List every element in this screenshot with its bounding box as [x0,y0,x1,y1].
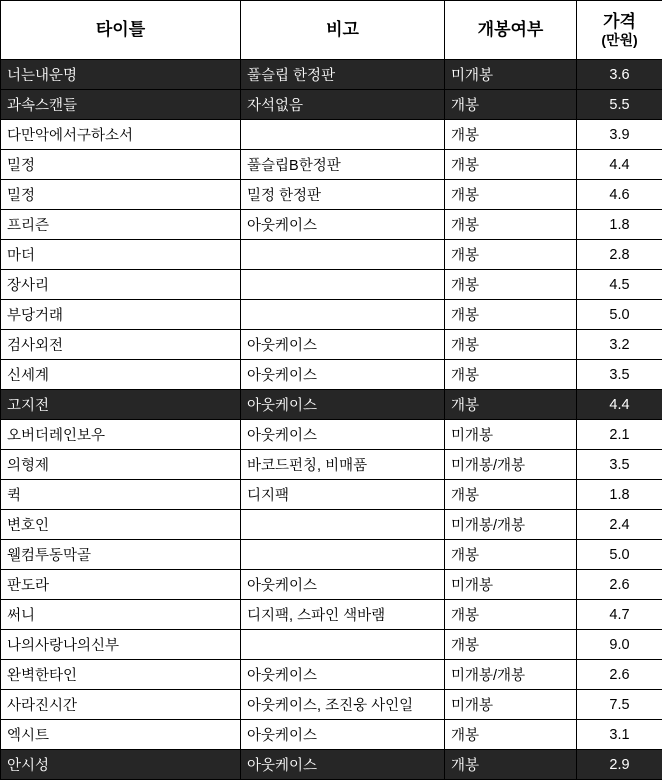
cell-price: 2.8 [577,240,662,270]
cell-note: 아웃케이스 [241,660,445,690]
cell-open: 개봉 [445,720,577,750]
table-row [1,150,662,180]
cell-note [241,300,445,330]
table-row [1,300,662,330]
cell-open: 개봉 [445,390,577,420]
cell-open: 미개봉 [445,690,577,720]
table-row [1,420,662,450]
table-row [1,240,662,270]
cell-note: 아웃케이스 [241,720,445,750]
cell-note: 아웃케이스, 조진웅 사인일 [241,690,445,720]
cell-note: 아웃케이스 [241,330,445,360]
cell-title: 변호인 [1,510,241,540]
cell-title: 웰컴투동막골 [1,540,241,570]
table-row [1,180,662,210]
cell-open: 개봉 [445,360,577,390]
cell-note [241,540,445,570]
cell-note: 아웃케이스 [241,570,445,600]
cell-price: 4.7 [577,600,662,630]
cell-title: 신세계 [1,360,241,390]
cell-open: 개봉 [445,90,577,120]
column-header-price [577,1,662,60]
cell-open: 개봉 [445,240,577,270]
cell-title: 완벽한타인 [1,660,241,690]
cell-note: 풀슬립B한정판 [241,150,445,180]
column-header-note-label: 비고 [326,20,359,39]
cell-title: 장사리 [1,270,241,300]
cell-open: 개봉 [445,210,577,240]
table-row [1,540,662,570]
table-row [1,480,662,510]
table-row [1,120,662,150]
table-row [1,660,662,690]
cell-price: 3.1 [577,720,662,750]
table-row [1,330,662,360]
table-row [1,600,662,630]
column-header-title [1,1,241,60]
table-row [1,450,662,480]
cell-note [241,240,445,270]
cell-price: 4.4 [577,390,662,420]
cell-price: 2.6 [577,570,662,600]
column-header-open-label: 개봉여부 [478,20,544,39]
cell-title: 너는내운명 [1,60,241,90]
cell-open: 미개봉/개봉 [445,660,577,690]
cell-note [241,630,445,660]
column-header-title-label: 타이틀 [96,20,145,39]
cell-note: 자석없음 [241,90,445,120]
table-row [1,210,662,240]
table-row [1,690,662,720]
table-row [1,270,662,300]
cell-title: 의형제 [1,450,241,480]
cell-open: 개봉 [445,180,577,210]
cell-title: 프리즌 [1,210,241,240]
cell-open: 개봉 [445,630,577,660]
cell-open: 개봉 [445,480,577,510]
cell-title: 써니 [1,600,241,630]
cell-title: 엑시트 [1,720,241,750]
cell-price: 4.6 [577,180,662,210]
cell-price: 2.4 [577,510,662,540]
cell-open: 미개봉 [445,60,577,90]
table-row [1,360,662,390]
cell-open: 개봉 [445,600,577,630]
cell-price: 5.0 [577,300,662,330]
cell-note: 밀정 한정판 [241,180,445,210]
cell-price: 4.4 [577,150,662,180]
cell-open: 개봉 [445,270,577,300]
cell-note [241,270,445,300]
table-header [1,1,662,60]
cell-open: 미개봉/개봉 [445,450,577,480]
cell-open: 개봉 [445,750,577,780]
cell-note: 아웃케이스 [241,360,445,390]
cell-note: 디지팩, 스파인 색바램 [241,600,445,630]
cell-title: 다만악에서구하소서 [1,120,241,150]
cell-price: 2.9 [577,750,662,780]
cell-open: 개봉 [445,120,577,150]
cell-open: 미개봉/개봉 [445,510,577,540]
cell-open: 개봉 [445,300,577,330]
cell-title: 나의사랑나의신부 [1,630,241,660]
cell-open: 개봉 [445,540,577,570]
cell-price: 2.1 [577,420,662,450]
cell-price: 3.2 [577,330,662,360]
column-header-note [241,1,445,60]
table-row [1,570,662,600]
table-row [1,750,662,780]
cell-open: 미개봉 [445,570,577,600]
table-row [1,510,662,540]
cell-note: 아웃케이스 [241,420,445,450]
cell-title: 밀정 [1,180,241,210]
table-header-row [1,1,662,60]
cell-title: 판도라 [1,570,241,600]
cell-note: 풀슬립 한정판 [241,60,445,90]
cell-note: 아웃케이스 [241,210,445,240]
cell-title: 마더 [1,240,241,270]
cell-title: 안시성 [1,750,241,780]
cell-note: 아웃케이스 [241,390,445,420]
cell-open: 미개봉 [445,420,577,450]
cell-price: 3.6 [577,60,662,90]
cell-price: 3.5 [577,450,662,480]
cell-open: 개봉 [445,150,577,180]
cell-note: 디지팩 [241,480,445,510]
table-row [1,720,662,750]
cell-price: 1.8 [577,480,662,510]
cell-title: 과속스캔들 [1,90,241,120]
cell-price: 2.6 [577,660,662,690]
table-row [1,90,662,120]
cell-note [241,120,445,150]
cell-open: 개봉 [445,330,577,360]
cell-price: 3.5 [577,360,662,390]
cell-note: 바코드펀칭, 비매품 [241,450,445,480]
cell-title: 부당거래 [1,300,241,330]
cell-note: 아웃케이스 [241,750,445,780]
column-header-price-unit: (만원) [581,32,658,50]
cell-title: 검사외전 [1,330,241,360]
cell-title: 오버더레인보우 [1,420,241,450]
cell-price: 7.5 [577,690,662,720]
table-row [1,60,662,90]
cell-price: 5.5 [577,90,662,120]
cell-title: 밀정 [1,150,241,180]
column-header-open [445,1,577,60]
cell-price: 1.8 [577,210,662,240]
cell-title: 사라진시간 [1,690,241,720]
cell-price: 5.0 [577,540,662,570]
cell-title: 고지전 [1,390,241,420]
cell-note [241,510,445,540]
column-header-price-label: 가격 [603,12,636,31]
cell-price: 9.0 [577,630,662,660]
cell-title: 퀵 [1,480,241,510]
cell-price: 3.9 [577,120,662,150]
table-row [1,630,662,660]
table-row [1,390,662,420]
table-body [1,60,662,780]
cell-price: 4.5 [577,270,662,300]
